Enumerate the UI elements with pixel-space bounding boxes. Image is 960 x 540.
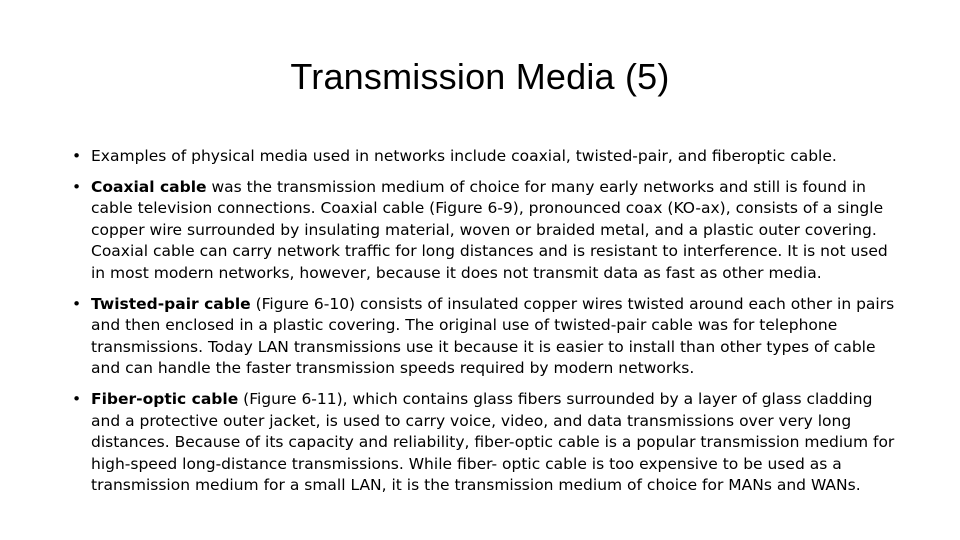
bullet-text: was the transmission medium of choice for many early networks and still is found in cable television connections. Coaxial cable (Figure 6-9), pronounced coax (KO-ax), consists of a single copper wire surrounded by insulating material, woven or braided metal, and a plastic outer covering. Coaxial cable can carry network traffic for long distances and is resistant to interference. It is not used in most modern networks, however, because it does not transmit data as fast as other media. [91,177,888,282]
bullet-dot-icon: • [72,294,82,313]
bullet-term: Coaxial cable [91,177,207,196]
bullet-item-coaxial [70,177,900,285]
bullet-term: Fiber-optic cable [91,389,239,408]
bullet-item-twisted-pair [70,294,900,380]
bullet-text: (Figure 6-11), which contains glass fibers surrounded by a layer of glass cladding and a protective outer jacket, is used to carry voice, video, and data transmissions over very long distances. Because of its capacity and reliability, fiber-optic cable is a popular transmission medium for high-speed long-distance transmissions. While fiber- optic cable is too expensive to be used as a transmission medium for a small LAN, it is the transmission medium of choice for MANs and WANs. [91,389,895,495]
bullet-dot-icon: • [72,389,82,408]
slide-title: Transmission Media (5) [290,56,670,97]
bullet-list [70,146,900,506]
bullet-item-media-examples [70,146,900,168]
bullet-text: Examples of physical media used in networks include coaxial, twisted-pair, and fiberoptic cable. [91,147,837,165]
bullet-text: (Figure 6-10) consists of insulated copper wires twisted around each other in pairs and then enclosed in a plastic covering. The original use of twisted-pair cable was for telephone transmissions. Today LAN transmissions use it because it is easier to install than other types of cable and can handle the faster transmission speeds required by modern networks. [91,294,895,378]
bullet-term: Twisted-pair cable [91,294,251,313]
bullet-dot-icon: • [72,147,82,165]
bullet-dot-icon: • [72,177,82,196]
bullet-item-fiber-optic [70,389,900,497]
